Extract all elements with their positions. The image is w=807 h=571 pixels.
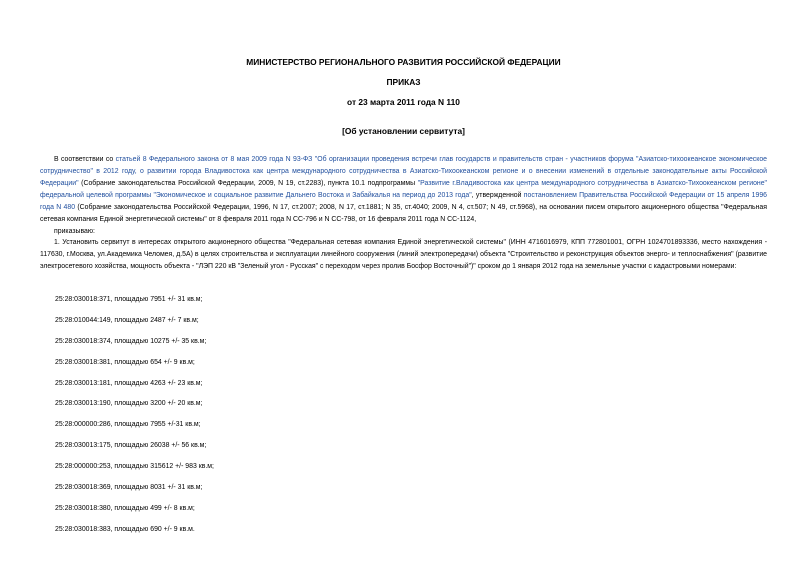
ministry-title: МИНИСТЕРСТВО РЕГИОНАЛЬНОГО РАЗВИТИЯ РОССИЙСКОЙ ФЕДЕРАЦИИ <box>246 57 561 67</box>
subprogram-link[interactable]: "Развитие г.Владивостока как центра международного сотрудничества в Азиатско-Тихоокеанском регионе" федеральной целевой программы "Экономическое и социальное развитие Дальнего Востока и Забайкалья на период до 2013 года" <box>40 179 767 199</box>
list-item: 25:28:000000:253, площадью 315612 +/- 983 кв.м; <box>55 463 214 471</box>
preamble-paragraph <box>40 154 767 225</box>
preamble-text-1: В соответствии со <box>54 156 116 163</box>
preamble-text-4: (Собрание законодательства Российской Федерации, 1996, N 17, ст.2007; 2008, N 17, ст.1881; N 35, ст.4040; 2009, N 4, ст.507; N 49, ст.5968), на основании писем открытого акционерного общества "Федеральная сетевая компания Единой энергетической системы" от 8 февраля 2011 года N СС-796 и N СС-798, от 16 февраля 2011 года N СС-1124, <box>40 203 767 223</box>
list-item: 25:28:030018:371, площадью 7951 +/- 31 кв.м; <box>55 296 203 303</box>
doc-date-number: от 23 марта 2011 года N 110 <box>347 97 460 107</box>
order-word: приказываю: <box>54 228 95 235</box>
doc-subject: [Об установлении сервитута] <box>342 126 465 136</box>
doc-type: ПРИКАЗ <box>386 77 421 87</box>
list-item: 25:28:030018:369, площадью 8031 +/- 31 кв.м; <box>55 484 203 492</box>
list-item: 25:28:030018:380, площадью 499 +/- 8 кв.м; <box>55 504 195 512</box>
cadastral-plot-list <box>55 290 214 541</box>
preamble-text-2: (Собрание законодательства Российской Федерации, 2009, N 19, ст.2283), пункта 10.1 подпрограммы <box>78 179 418 187</box>
list-item: 25:28:030013:181, площадью 4263 +/- 23 кв.м; <box>55 379 203 387</box>
list-item: 25:28:000000:286, площадью 7955 +/-31 кв.м; <box>55 421 201 429</box>
preamble-text-3: , утвержденной <box>471 191 524 199</box>
list-item: 25:28:030018:383, площадью 690 +/- 9 кв.м. <box>55 525 195 533</box>
law-link[interactable]: статьей 8 Федерального закона от 8 мая 2009 года N 93-ФЗ "Об организации проведения встречи глав государств и правительств стран - участников форума "Азиатско-тихоокеанское экономическое сотрудничество" в 2012 году, о развитии города Владивостока как центра международного сотрудничества в Азиатско-Тихоокеанском регионе и о внесении изменений в отдельные законодательные акты Российской Федерации" <box>40 156 767 187</box>
list-item: 25:28:010044:149, площадью 2487 +/- 7 кв.м; <box>55 316 199 324</box>
list-item: 25:28:030013:190, площадью 3200 +/- 20 кв.м; <box>55 400 203 408</box>
list-item: 25:28:030018:381, площадью 654 +/- 9 кв.м; <box>55 358 195 366</box>
resolution-link[interactable]: постановлением Правительства Российской Федерации от 15 апреля 1996 года N 480 <box>40 191 767 211</box>
list-item: 25:28:030013:175, площадью 26038 +/- 56 кв.м; <box>55 442 207 450</box>
list-item: 25:28:030018:374, площадью 10275 +/- 35 кв.м; <box>55 337 207 345</box>
item-1-paragraph: 1. Установить сервитут в интересах открытого акционерного общества "Федеральная сетевая компания Единой энергетической системы" (ИНН 4716016979, КПП 772801001, ОГРН 1024701893336, место нахождения - 117630, г.Москва, ул.Академика Челомея, д.5А) в целях строительства и эксплуатации линейного сооружения (линий электропередачи) объекта "Строительство и реконструкция объектов энерго- и теплоснабжения" (развитие электросетевого хозяйства, мощность объекта - "ЛЭП 220 кВ "Зеленый угол - Русская" с переходом через пролив Босфор Восточный")" сроком до 1 января 2012 года на земельные участки с кадастровыми номерами: <box>40 239 767 270</box>
